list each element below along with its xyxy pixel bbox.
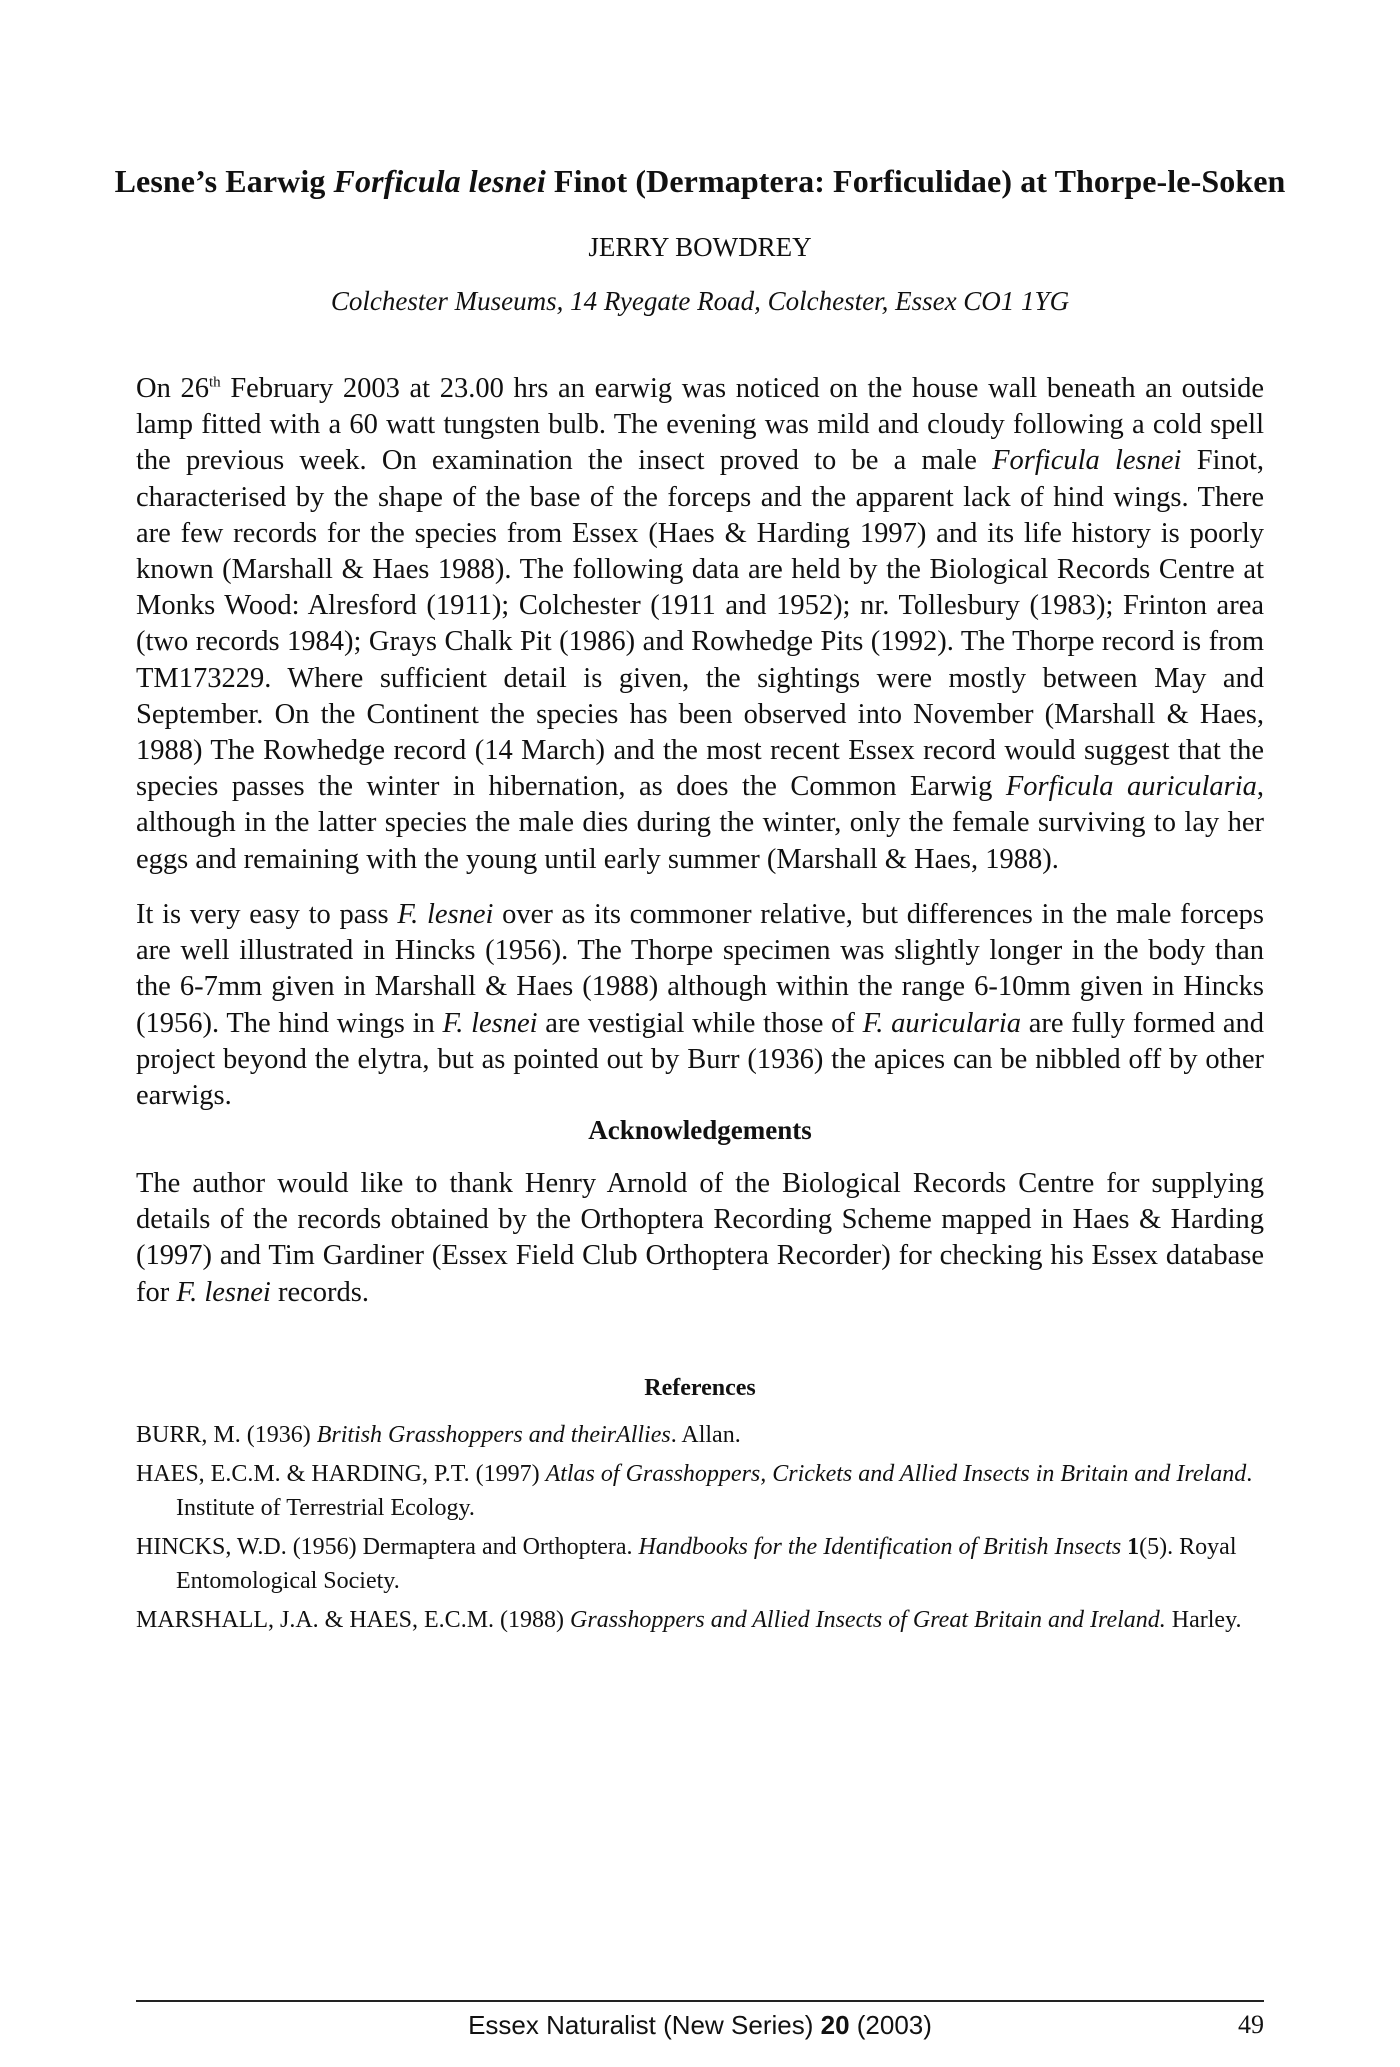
author-affiliation: Colchester Museums, 14 Ryegate Road, Colchester, Essex CO1 1YG (330, 286, 1070, 316)
title-species-name: Forficula lesnei (333, 163, 546, 199)
journal-citation: Essex Naturalist (New Series) 20 (2003) (468, 2010, 932, 2040)
title-text: Lesne’s Earwig (114, 163, 334, 199)
references-list (136, 1418, 1264, 1641)
reference-item: MARSHALL, J.A. & HAES, E.C.M. (1988) Grasshoppers and Allied Insects of Great Britain and Ireland. Harley. (136, 1606, 1242, 1633)
page-number: 49 (1238, 2010, 1264, 2039)
body-paragraph-1: On 26th February 2003 at 23.00 hrs an earwig was noticed on the house wall beneath an outside lamp fitted with a 60 watt tungsten bulb. The evening was mild and cloudy following a cold spell the previous week. On examination the insect proved to be a male Forficula lesnei Finot, characterised by the shape of the base of the forceps and the apparent lack of hind wings. There are few records for the species from Essex (Haes & Harding 1997) and its life history is poorly known (Marshall & Haes 1988). The following data are held by the Biological Records Centre at Monks Wood: Alresford (1911); Colchester (1911 and 1952); nr. Tollesbury (1983); Frinton area (two records 1984); Grays Chalk Pit (1986) and Rowhedge Pits (1992). The Thorpe record is from TM173229. Where sufficient detail is given, the sightings were mostly between May and September. On the Continent the species has been observed into November (Marshall & Haes, 1988) The Rowhedge record (14 March) and the most recent Essex record would suggest that the species passes the winter in hibernation, as does the Common Earwig Forficula auricularia, although in the latter species the male dies during the winter, only the female surviving to lay her eggs and remaining with the young until early summer (Marshall & Haes, 1988). (136, 373, 1265, 875)
footer-divider (136, 2000, 1264, 2002)
acknowledgements-heading: Acknowledgements (588, 1115, 812, 1145)
reference-item: BURR, M. (1936) British Grasshoppers and theirAllies. Allan. (136, 1422, 741, 1448)
reference-item: HAES, E.C.M. & HARDING, P.T. (1997) Atlas of Grasshoppers, Crickets and Allied Insects in Britain and Ireland. Institute of Terrestrial Ecology. (136, 1460, 1253, 1521)
author-name: JERRY BOWDREY (588, 232, 812, 262)
references-heading: References (644, 1375, 756, 1401)
body-paragraph-2: It is very easy to pass F. lesnei over as its commoner relative, but differences in the male forceps are well illustrated in Hincks (1956). The Thorpe specimen was slightly longer in the body than the 6-7mm given in Marshall & Haes (1988) although within the range 6-10mm given in Hincks (1956). The hind wings in F. lesnei are vestigial while those of F. auricularia are fully formed and project beyond the elytra, but as pointed out by Burr (1936) the apices can be nibbled off by other earwigs. (136, 899, 1265, 1112)
acknowledgements-paragraph: The author would like to thank Henry Arnold of the Biological Records Centre for supplying details of the records obtained by the Orthoptera Recording Scheme mapped in Haes & Harding (1997) and Tim Gardiner (Essex Field Club Orthoptera Recorder) for checking his Essex database for F. lesnei records. (136, 1168, 1264, 1308)
article-title (100, 163, 1300, 200)
title-text-rest: Finot (Dermaptera: Forficulidae) at Thorpe-le-Soken (545, 163, 1286, 199)
reference-item: HINCKS, W.D. (1956) Dermaptera and Orthoptera. Handbooks for the Identification of British Insects 1(5). Royal Entomological Society. (136, 1533, 1237, 1594)
